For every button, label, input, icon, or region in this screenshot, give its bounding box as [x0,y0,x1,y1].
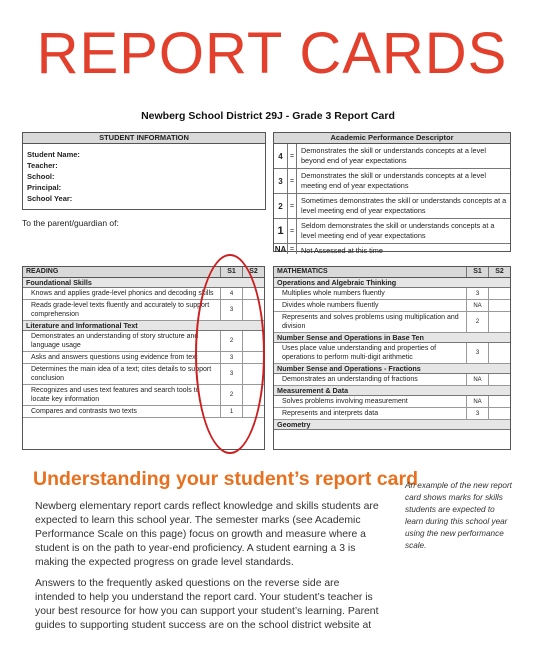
field-teacher: Teacher: [27,161,58,170]
descriptor-row [274,244,510,254]
report-card-image [20,106,516,452]
semester-1-mark: NA [466,374,488,385]
guardian-line: To the parent/guardian of: [22,218,119,228]
skill-label: Demonstrates an understanding of story structure and language usage [31,333,199,349]
skill-label: Determines the main idea of a text; cites details to support conclusion [31,366,212,382]
descriptor-score: 4 [278,151,283,161]
image-caption: An example of the new report card shows marks for skills students are expected to learn during this school year using the new performance scale. [405,481,512,550]
semester-1-mark: 2 [466,312,488,332]
descriptor-text: Sometimes demonstrates the skill or understands concepts at a level meeting end of year expectations [301,196,507,215]
skill-label: Represents and solves problems using multiplication and division [282,314,459,330]
s1-highlight-oval [195,254,265,454]
performance-descriptor-box [273,132,511,255]
semester-1-mark: 4 [220,288,242,299]
descriptor-text: Seldom demonstrates the skill or understands concepts at a level meeting end of year expectations [301,221,495,240]
reading-heading: READING [26,268,59,275]
semester-2-mark [488,396,510,407]
student-information-fields [23,144,265,209]
skill-label: Uses place value understanding and properties of operations to perform multi-digit arithmetic [282,345,437,361]
descriptor-score: 3 [278,176,283,186]
semester-2-mark [488,312,510,332]
table-row [274,343,510,364]
descriptor-equals: = [287,144,297,168]
student-information-box [22,132,266,210]
table-row [274,374,510,386]
descriptor-score: 2 [278,201,283,211]
semester-1-mark: 2 [220,385,242,405]
descriptor-equals: = [287,244,297,254]
table-row [274,396,510,408]
semester-1-mark: 3 [466,288,488,299]
descriptor-equals: = [287,219,297,243]
semester-1-mark: 3 [466,343,488,363]
article-paragraph-2: Answers to the frequently asked questions on the reverse side are intended to help you understand the report card. Your student’s teacher is your best resource for how you can support your student’s learning. Parent guides to supporting student success are on the school district website at [35,578,379,631]
math-table-header [274,267,510,278]
math-table [273,266,511,450]
skill-label: Demonstrates an understanding of fractions [282,376,418,383]
skill-label: Recognizes and uses text features and search tools to locate key information [31,387,200,403]
descriptor-equals: = [287,169,297,193]
report-card-title: Newberg School District 29J - Grade 3 Report Card [141,110,395,122]
semester-1-mark: NA [466,300,488,311]
hero-title: REPORT CARDS [36,21,508,86]
semester-1-mark: 1 [220,406,242,417]
semester-2-mark [488,374,510,385]
field-school: School: [27,172,55,181]
table-row [274,288,510,300]
table-row [274,300,510,312]
math-table-body [274,278,510,430]
article-paragraph-1: Newberg elementary report cards reflect knowledge and skills students are expected to learn this school year. The semester marks (see Academic Performance Scale on this page) focus on growth and measure where a student is on the path to year-end proficiency. A student earning a 3 is making the expected progress on grade level standards. [35,501,379,568]
descriptor-text: Demonstrates the skill or understands concepts at a level beyond end of year expectations [301,146,486,165]
semester-1-mark: NA [466,396,488,407]
math-section-title: Number Sense and Operations - Fractions [274,364,510,374]
field-student-name: Student Name: [27,150,80,159]
descriptor-text: Not Assessed at this time [301,246,383,255]
descriptor-row [274,219,510,244]
performance-descriptor-rows [274,144,510,254]
reading-section-title: Literature and Informational Text [23,321,264,331]
reading-s2-header: S2 [242,267,264,277]
descriptor-equals: = [287,194,297,218]
reading-s1-header: S1 [220,267,242,277]
math-section-title: Operations and Algebraic Thinking [274,278,510,288]
performance-descriptor-heading: Academic Performance Descriptor [274,133,510,144]
math-heading: MATHEMATICS [277,268,328,275]
descriptor-text: Demonstrates the skill or understands concepts at a level meeting end of year expectations [301,171,486,190]
math-section-title: Geometry [274,420,510,430]
reading-section-title: Foundational Skills [23,278,264,288]
skill-label: Knows and applies grade-level phonics and decoding skills [31,290,214,297]
semester-1-mark: 3 [220,300,242,320]
semester-2-mark [488,343,510,363]
skill-label: Compares and contrasts two texts [31,408,137,415]
descriptor-row [274,144,510,169]
math-section-title: Measurement & Data [274,386,510,396]
skill-label: Asks and answers questions using evidence from text [31,354,198,361]
descriptor-score: NA [274,244,287,254]
descriptor-row [274,169,510,194]
field-principal: Principal: [27,183,62,192]
field-school-year: School Year: [27,194,73,203]
semester-2-mark [488,288,510,299]
semester-1-mark: 3 [466,408,488,419]
math-s2-header: S2 [488,267,510,277]
table-row [274,408,510,420]
semester-1-mark: 3 [220,352,242,363]
skill-label: Solves problems involving measurement [282,398,408,405]
skill-label: Divides whole numbers fluently [282,302,379,309]
math-s1-header: S1 [466,267,488,277]
skill-label: Multiplies whole numbers fluently [282,290,385,297]
math-section-title: Number Sense and Operations in Base Ten [274,333,510,343]
semester-2-mark [488,408,510,419]
semester-1-mark: 2 [220,331,242,351]
descriptor-score: 1 [277,225,284,237]
student-information-heading: STUDENT INFORMATION [23,133,265,144]
descriptor-row [274,194,510,219]
skill-label: Reads grade-level texts fluently and accurately to support comprehension [31,302,210,318]
semester-2-mark [488,300,510,311]
article-heading: Understanding your student’s report card [33,468,418,490]
table-row [274,312,510,333]
skill-label: Represents and interprets data [282,410,379,417]
semester-1-mark: 3 [220,364,242,384]
